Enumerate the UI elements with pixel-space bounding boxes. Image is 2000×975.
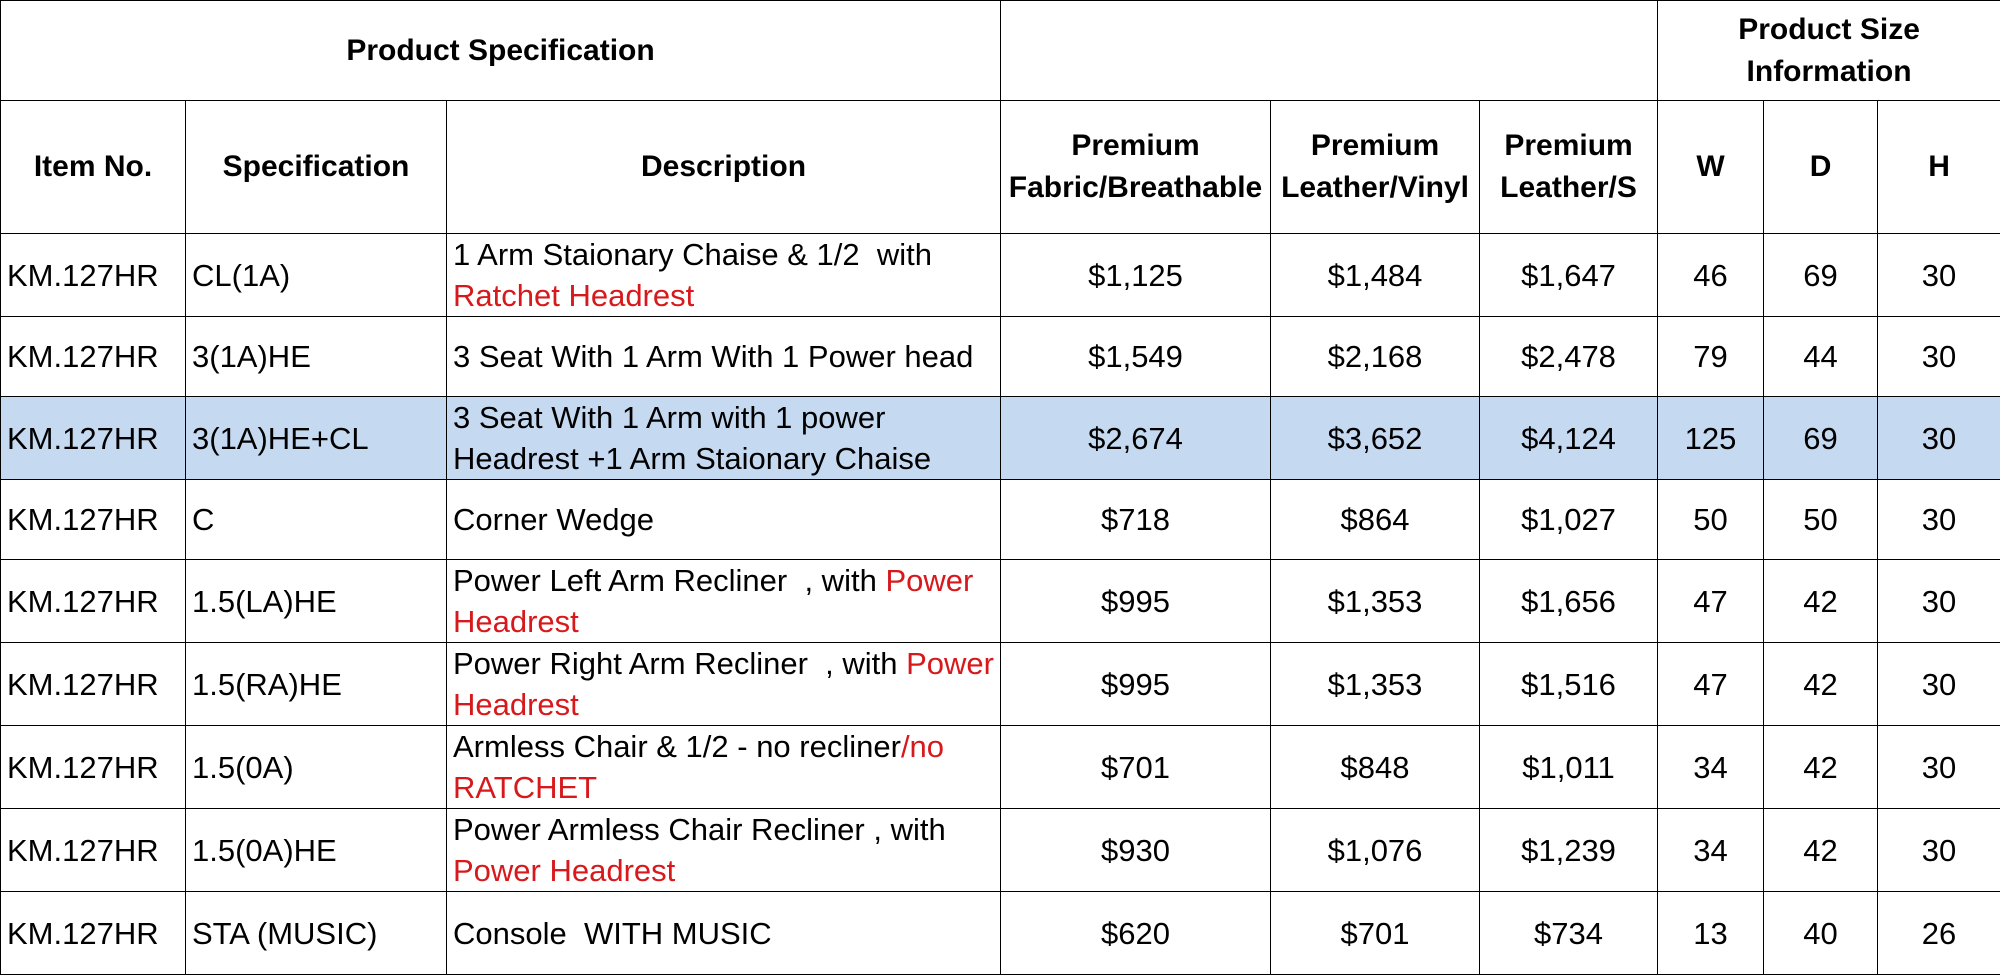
premium-leather-s-price-cell: $1,656	[1480, 560, 1658, 643]
table-row	[1, 809, 2000, 892]
height-cell: 26	[1878, 892, 2000, 975]
premium-fabric-price-cell: $718	[1001, 480, 1271, 560]
premium-fabric-price-cell: $1,125	[1001, 234, 1271, 317]
height-cell: 30	[1878, 480, 2000, 560]
premium-fabric-price-cell: $701	[1001, 726, 1271, 809]
depth-cell: 44	[1764, 317, 1878, 397]
description-cell	[447, 809, 1001, 892]
table-row	[1, 560, 2000, 643]
item-no-cell: KM.127HR	[1, 560, 186, 643]
description-cell	[447, 317, 1001, 397]
premium-fabric-price-cell: $995	[1001, 643, 1271, 726]
item-no-cell: KM.127HR	[1, 726, 186, 809]
item-no-cell: KM.127HR	[1, 234, 186, 317]
group-header-row	[1, 1, 2000, 101]
premium-leather-s-price-cell: $1,011	[1480, 726, 1658, 809]
header-specification: Specification	[186, 101, 447, 234]
premium-fabric-price-cell: $2,674	[1001, 397, 1271, 480]
specification-cell: 3(1A)HE	[186, 317, 447, 397]
table-row	[1, 234, 2000, 317]
item-no-cell: KM.127HR	[1, 892, 186, 975]
premium-leather-vinyl-price-cell: $864	[1271, 480, 1480, 560]
description-highlight-text: /no RATCHET	[453, 729, 944, 805]
premium-fabric-price-cell: $620	[1001, 892, 1271, 975]
premium-fabric-price-cell: $930	[1001, 809, 1271, 892]
header-premium-leather-s: Premium Leather/S	[1480, 101, 1658, 234]
premium-leather-s-price-cell: $2,478	[1480, 317, 1658, 397]
premium-fabric-price-cell: $1,549	[1001, 317, 1271, 397]
premium-leather-s-price-cell: $1,027	[1480, 480, 1658, 560]
group-pricing	[1001, 1, 1658, 101]
table-row	[1, 643, 2000, 726]
description-cell	[447, 643, 1001, 726]
width-cell: 34	[1658, 726, 1764, 809]
height-cell: 30	[1878, 560, 2000, 643]
premium-leather-vinyl-price-cell: $1,353	[1271, 643, 1480, 726]
premium-leather-s-price-cell: $1,239	[1480, 809, 1658, 892]
premium-leather-s-price-cell: $734	[1480, 892, 1658, 975]
height-cell: 30	[1878, 643, 2000, 726]
description-text: 1 Arm Staionary Chaise & 1/2 with	[453, 237, 941, 272]
height-cell: 30	[1878, 726, 2000, 809]
table-row	[1, 480, 2000, 560]
table-row	[1, 317, 2000, 397]
premium-leather-vinyl-price-cell: $848	[1271, 726, 1480, 809]
table-row	[1, 892, 2000, 975]
description-cell	[447, 480, 1001, 560]
height-cell: 30	[1878, 317, 2000, 397]
item-no-cell: KM.127HR	[1, 397, 186, 480]
specification-cell: 1.5(0A)	[186, 726, 447, 809]
header-description: Description	[447, 101, 1001, 234]
description-text: Corner Wedge	[453, 502, 654, 537]
table-row	[1, 397, 2000, 480]
item-no-cell: KM.127HR	[1, 643, 186, 726]
depth-cell: 69	[1764, 234, 1878, 317]
depth-cell: 42	[1764, 560, 1878, 643]
premium-leather-vinyl-price-cell: $3,652	[1271, 397, 1480, 480]
specification-cell: 1.5(0A)HE	[186, 809, 447, 892]
width-cell: 46	[1658, 234, 1764, 317]
item-no-cell: KM.127HR	[1, 809, 186, 892]
description-highlight-text: Power Headrest	[453, 563, 973, 639]
width-cell: 13	[1658, 892, 1764, 975]
description-cell	[447, 397, 1001, 480]
height-cell: 30	[1878, 809, 2000, 892]
width-cell: 79	[1658, 317, 1764, 397]
description-highlight-text: Power Headrest	[453, 646, 994, 722]
height-cell: 30	[1878, 234, 2000, 317]
depth-cell: 50	[1764, 480, 1878, 560]
premium-leather-s-price-cell: $4,124	[1480, 397, 1658, 480]
premium-leather-s-price-cell: $1,516	[1480, 643, 1658, 726]
height-cell: 30	[1878, 397, 2000, 480]
premium-leather-vinyl-price-cell: $1,484	[1271, 234, 1480, 317]
premium-leather-vinyl-price-cell: $2,168	[1271, 317, 1480, 397]
item-no-cell: KM.127HR	[1, 480, 186, 560]
description-text: 3 Seat With 1 Arm With 1 Power head	[453, 339, 973, 374]
width-cell: 125	[1658, 397, 1764, 480]
group-product-specification: Product Specification	[1, 1, 1001, 101]
premium-leather-vinyl-price-cell: $701	[1271, 892, 1480, 975]
description-cell	[447, 234, 1001, 317]
specification-cell: CL(1A)	[186, 234, 447, 317]
header-premium-leather-vinyl: Premium Leather/Vinyl	[1271, 101, 1480, 234]
description-text: 3 Seat With 1 Arm with 1 power Headrest +1 Arm Staionary Chaise	[453, 400, 931, 476]
premium-leather-vinyl-price-cell: $1,076	[1271, 809, 1480, 892]
description-cell	[447, 726, 1001, 809]
header-item-no: Item No.	[1, 101, 186, 234]
specification-cell: 1.5(LA)HE	[186, 560, 447, 643]
header-d: D	[1764, 101, 1878, 234]
column-header-row	[1, 101, 2000, 234]
depth-cell: 40	[1764, 892, 1878, 975]
description-text: Power Armless Chair Recliner , with	[453, 812, 954, 847]
width-cell: 47	[1658, 643, 1764, 726]
premium-leather-s-price-cell: $1,647	[1480, 234, 1658, 317]
premium-fabric-price-cell: $995	[1001, 560, 1271, 643]
specification-cell: STA (MUSIC)	[186, 892, 447, 975]
description-text: Power Right Arm Recliner , with	[453, 646, 906, 681]
group-product-size-information: Product Size Information	[1658, 1, 2000, 101]
description-text: Armless Chair & 1/2 - no recliner	[453, 729, 901, 764]
description-text: Console WITH MUSIC	[453, 916, 772, 951]
width-cell: 47	[1658, 560, 1764, 643]
description-cell	[447, 560, 1001, 643]
specification-cell: 3(1A)HE+CL	[186, 397, 447, 480]
width-cell: 34	[1658, 809, 1764, 892]
specification-cell: 1.5(RA)HE	[186, 643, 447, 726]
table-row	[1, 726, 2000, 809]
description-highlight-text: Ratchet Headrest	[453, 278, 694, 313]
header-h: H	[1878, 101, 2000, 234]
description-cell	[447, 892, 1001, 975]
depth-cell: 69	[1764, 397, 1878, 480]
depth-cell: 42	[1764, 643, 1878, 726]
depth-cell: 42	[1764, 726, 1878, 809]
table-body	[1, 234, 2000, 975]
header-premium-fabric: Premium Fabric/Breathable	[1001, 101, 1271, 234]
header-w: W	[1658, 101, 1764, 234]
premium-leather-vinyl-price-cell: $1,353	[1271, 560, 1480, 643]
description-highlight-text: Power Headrest	[453, 853, 675, 888]
depth-cell: 42	[1764, 809, 1878, 892]
description-text: Power Left Arm Recliner , with	[453, 563, 885, 598]
item-no-cell: KM.127HR	[1, 317, 186, 397]
specification-cell: C	[186, 480, 447, 560]
width-cell: 50	[1658, 480, 1764, 560]
